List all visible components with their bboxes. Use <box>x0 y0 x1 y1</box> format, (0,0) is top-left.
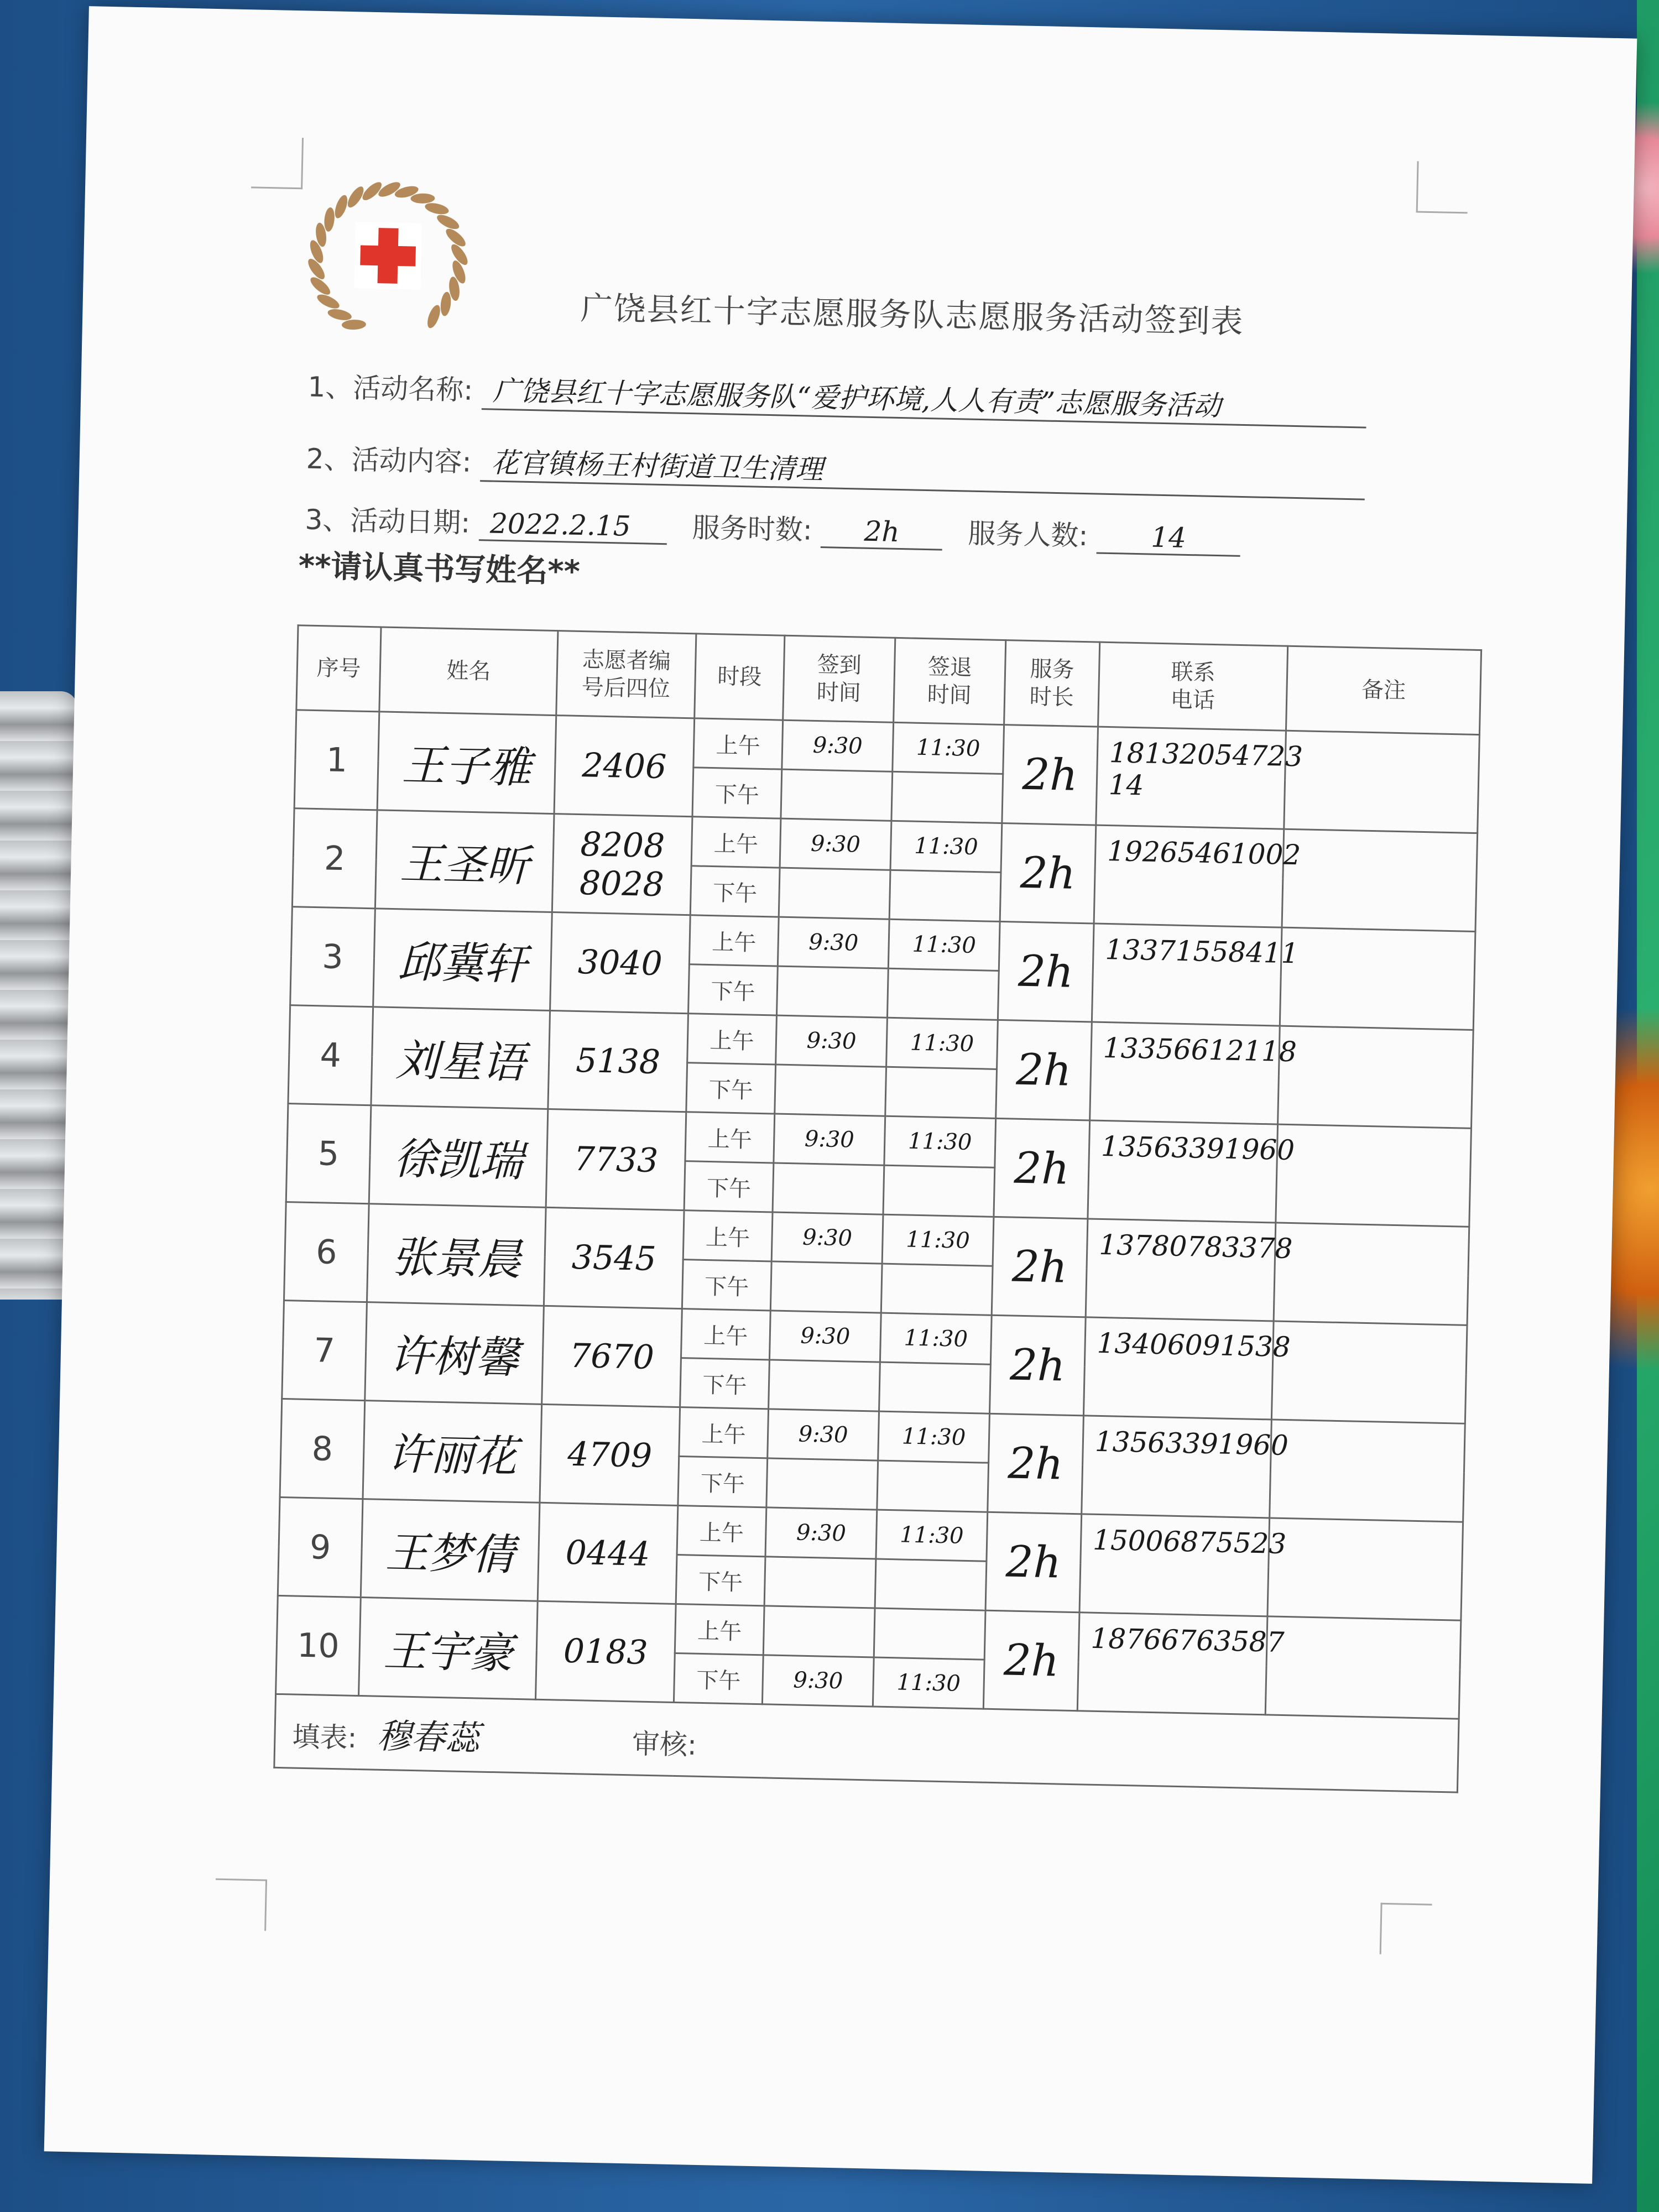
am-sign-out <box>874 1608 985 1660</box>
period-am: 上午 <box>689 915 779 966</box>
pm-sign-out <box>877 1460 989 1512</box>
volunteer-code: 0444 <box>538 1503 678 1604</box>
period-am: 上午 <box>683 1211 773 1261</box>
service-duration: 2h <box>994 1118 1090 1219</box>
activity-name-value: 广饶县红十字志愿服务队“爱护环境,人人有责”志愿服务活动 <box>481 368 1366 428</box>
period-am: 上午 <box>679 1407 769 1458</box>
header-phone: 联系 电话 <box>1098 642 1288 731</box>
am-sign-in: 9:30 <box>774 1114 885 1165</box>
remark-cell <box>1278 1026 1474 1128</box>
am-sign-in: 9:30 <box>765 1507 877 1559</box>
contact-phone: 13563391960 <box>1088 1120 1278 1223</box>
period-pm: 下午 <box>684 1161 774 1212</box>
header-name: 姓名 <box>379 627 558 716</box>
am-sign-out: 11:30 <box>886 1018 998 1069</box>
period-pm: 下午 <box>674 1653 763 1704</box>
pm-sign-in <box>769 1360 880 1411</box>
crop-mark <box>215 1879 267 1931</box>
volunteer-code: 2406 <box>554 716 695 817</box>
form-title: 广饶县红十字志愿服务队志愿服务活动签到表 <box>580 289 1245 341</box>
pm-sign-out <box>889 870 1001 921</box>
am-sign-in: 9:30 <box>769 1311 881 1362</box>
am-sign-out: 11:30 <box>880 1313 992 1364</box>
row-number: 9 <box>278 1497 363 1597</box>
activity-name-label: 1、活动名称: <box>307 371 473 406</box>
am-sign-out: 11:30 <box>890 821 1002 872</box>
activity-date-label: 3、活动日期: <box>304 503 471 539</box>
contact-phone: 13780783378 <box>1086 1219 1276 1321</box>
volunteer-code: 0183 <box>535 1601 676 1702</box>
row-number: 7 <box>282 1301 367 1401</box>
row-number: 1 <box>294 710 379 810</box>
am-sign-in: 9:30 <box>768 1409 879 1460</box>
contact-phone: 18766763587 <box>1077 1613 1267 1715</box>
header-no: 序号 <box>296 625 381 712</box>
period-pm: 下午 <box>686 1063 776 1114</box>
service-duration: 2h <box>985 1512 1082 1613</box>
header-sign-out: 签退 时间 <box>894 638 1006 724</box>
volunteer-name: 许树馨 <box>365 1302 544 1405</box>
am-sign-out: 11:30 <box>882 1214 994 1266</box>
header-remark: 备注 <box>1286 646 1481 734</box>
service-duration: 2h <box>1000 823 1096 924</box>
activity-content-value: 花官镇杨王村街道卫生清理 <box>480 440 1365 500</box>
name-instruction: **请认真书写姓名** <box>298 548 581 590</box>
remark-cell <box>1270 1420 1465 1522</box>
period-am: 上午 <box>685 1112 775 1163</box>
pm-sign-in <box>775 1065 886 1116</box>
contact-phone: 13563391960 <box>1082 1416 1272 1518</box>
period-am: 上午 <box>687 1014 777 1065</box>
period-pm: 下午 <box>676 1554 765 1605</box>
service-duration: 2h <box>998 921 1094 1022</box>
pm-sign-out <box>883 1165 995 1217</box>
volunteer-code: 5138 <box>548 1010 688 1112</box>
header-code: 志愿者编 号后四位 <box>556 631 696 718</box>
activity-name-row <box>307 365 1367 429</box>
wreath-leaf <box>315 291 341 311</box>
wreath-leaf <box>410 193 435 204</box>
am-sign-in <box>763 1606 875 1657</box>
pm-sign-in <box>776 966 888 1018</box>
volunteer-name: 许丽花 <box>363 1401 542 1503</box>
am-sign-in: 9:30 <box>782 720 894 771</box>
pm-sign-in <box>781 769 893 821</box>
period-am: 上午 <box>681 1309 770 1360</box>
remark-cell <box>1282 829 1478 931</box>
sign-in-table <box>273 624 1482 1793</box>
wreath-leaf <box>324 207 336 232</box>
header-duration: 服务 时长 <box>1004 640 1100 727</box>
period-pm: 下午 <box>680 1358 770 1409</box>
service-duration: 2h <box>989 1315 1086 1416</box>
remark-cell <box>1284 731 1480 833</box>
am-sign-in: 9:30 <box>778 917 889 968</box>
service-people-label: 服务人数: <box>967 517 1088 552</box>
service-hours-label: 服务时数: <box>692 512 813 546</box>
volunteer-name: 王子雅 <box>377 712 556 814</box>
volunteer-name: 刘星语 <box>371 1007 550 1109</box>
row-number: 6 <box>284 1202 369 1302</box>
am-sign-in: 9:30 <box>780 818 891 870</box>
row-number: 8 <box>280 1399 365 1499</box>
period-am: 上午 <box>693 718 783 769</box>
period-am: 上午 <box>675 1604 764 1655</box>
volunteer-code: 7670 <box>542 1306 682 1407</box>
am-sign-out: 11:30 <box>884 1116 996 1167</box>
row-number: 5 <box>286 1104 371 1204</box>
crop-mark <box>251 137 304 189</box>
volunteer-code: 8208 8028 <box>552 814 692 915</box>
volunteer-name: 张景晨 <box>367 1204 546 1306</box>
row-number: 10 <box>276 1595 361 1695</box>
pm-sign-out <box>881 1264 993 1315</box>
remark-cell <box>1267 1518 1463 1620</box>
period-pm: 下午 <box>678 1457 768 1507</box>
remark-cell <box>1274 1223 1469 1325</box>
pm-sign-in <box>770 1261 882 1313</box>
pm-sign-in <box>773 1163 884 1214</box>
row-number: 2 <box>292 808 377 909</box>
am-sign-out: 11:30 <box>893 722 1004 774</box>
am-sign-out: 11:30 <box>878 1411 990 1463</box>
volunteer-name: 邱冀轩 <box>373 909 552 1011</box>
pm-sign-out <box>875 1559 987 1610</box>
volunteer-code: 4709 <box>540 1404 680 1505</box>
contact-phone: 15006875523 <box>1079 1514 1270 1616</box>
wreath-leaf <box>332 194 350 220</box>
pm-sign-in <box>779 868 890 919</box>
pm-sign-out <box>887 968 999 1020</box>
period-am: 上午 <box>677 1506 766 1557</box>
header-sign-in: 签到 时间 <box>783 635 895 722</box>
service-people-value: 14 <box>1097 520 1241 556</box>
period-pm: 下午 <box>688 964 778 1015</box>
row-number: 4 <box>288 1005 373 1105</box>
volunteer-code: 3545 <box>544 1207 684 1308</box>
remark-cell <box>1276 1124 1472 1227</box>
crop-mark <box>1416 161 1469 213</box>
remark-cell <box>1265 1616 1461 1719</box>
remark-cell <box>1280 927 1475 1030</box>
activity-content-label: 2、活动内容: <box>306 442 472 478</box>
filler-label: 填表: <box>291 1720 357 1754</box>
activity-content-row <box>306 437 1365 500</box>
contact-phone: 19265461002 <box>1094 825 1284 927</box>
service-duration: 2h <box>992 1217 1088 1317</box>
review-label: 审核: <box>632 1727 697 1761</box>
volunteer-name: 王梦倩 <box>361 1499 540 1601</box>
pm-sign-out <box>891 771 1003 823</box>
volunteer-code: 3040 <box>550 912 691 1014</box>
period-pm: 下午 <box>692 768 782 818</box>
am-sign-in: 9:30 <box>776 1015 888 1067</box>
volunteer-name: 徐凯瑞 <box>369 1105 548 1208</box>
period-am: 上午 <box>691 817 781 868</box>
pm-sign-out <box>879 1362 991 1413</box>
volunteer-name: 王圣昕 <box>375 810 554 912</box>
header-period: 时段 <box>695 634 785 720</box>
service-duration: 2h <box>1002 725 1098 826</box>
pm-sign-in <box>764 1557 876 1608</box>
pm-sign-out: 11:30 <box>873 1657 984 1709</box>
volunteer-name: 王宇豪 <box>359 1598 538 1700</box>
pm-sign-in: 9:30 <box>762 1655 874 1707</box>
service-hours-value: 2h <box>821 514 943 551</box>
period-pm: 下午 <box>682 1260 771 1311</box>
crop-mark <box>1380 1903 1432 1955</box>
service-duration: 2h <box>983 1610 1079 1711</box>
contact-phone: 18132054723 14 <box>1096 727 1286 829</box>
row-number: 3 <box>290 907 375 1007</box>
activity-date-value: 2022.2.15 <box>478 507 667 545</box>
contact-phone: 13356612118 <box>1090 1022 1280 1124</box>
filler-signature: 穆春蕊 <box>376 1715 481 1759</box>
remark-cell <box>1271 1321 1467 1423</box>
pm-sign-in <box>766 1458 878 1510</box>
sign-in-sheet <box>44 6 1637 2184</box>
volunteer-code: 7733 <box>546 1109 686 1210</box>
pm-sign-out <box>885 1067 997 1118</box>
service-duration: 2h <box>988 1413 1084 1514</box>
contact-phone: 13406091538 <box>1083 1317 1274 1420</box>
contact-phone: 13371558411 <box>1092 924 1282 1026</box>
am-sign-out: 11:30 <box>876 1510 988 1561</box>
am-sign-out: 11:30 <box>888 919 1000 971</box>
wreath-leaf <box>424 201 450 216</box>
am-sign-in: 9:30 <box>771 1212 883 1264</box>
service-duration: 2h <box>996 1020 1092 1120</box>
wreath-leaf <box>327 307 353 322</box>
period-pm: 下午 <box>690 866 780 917</box>
